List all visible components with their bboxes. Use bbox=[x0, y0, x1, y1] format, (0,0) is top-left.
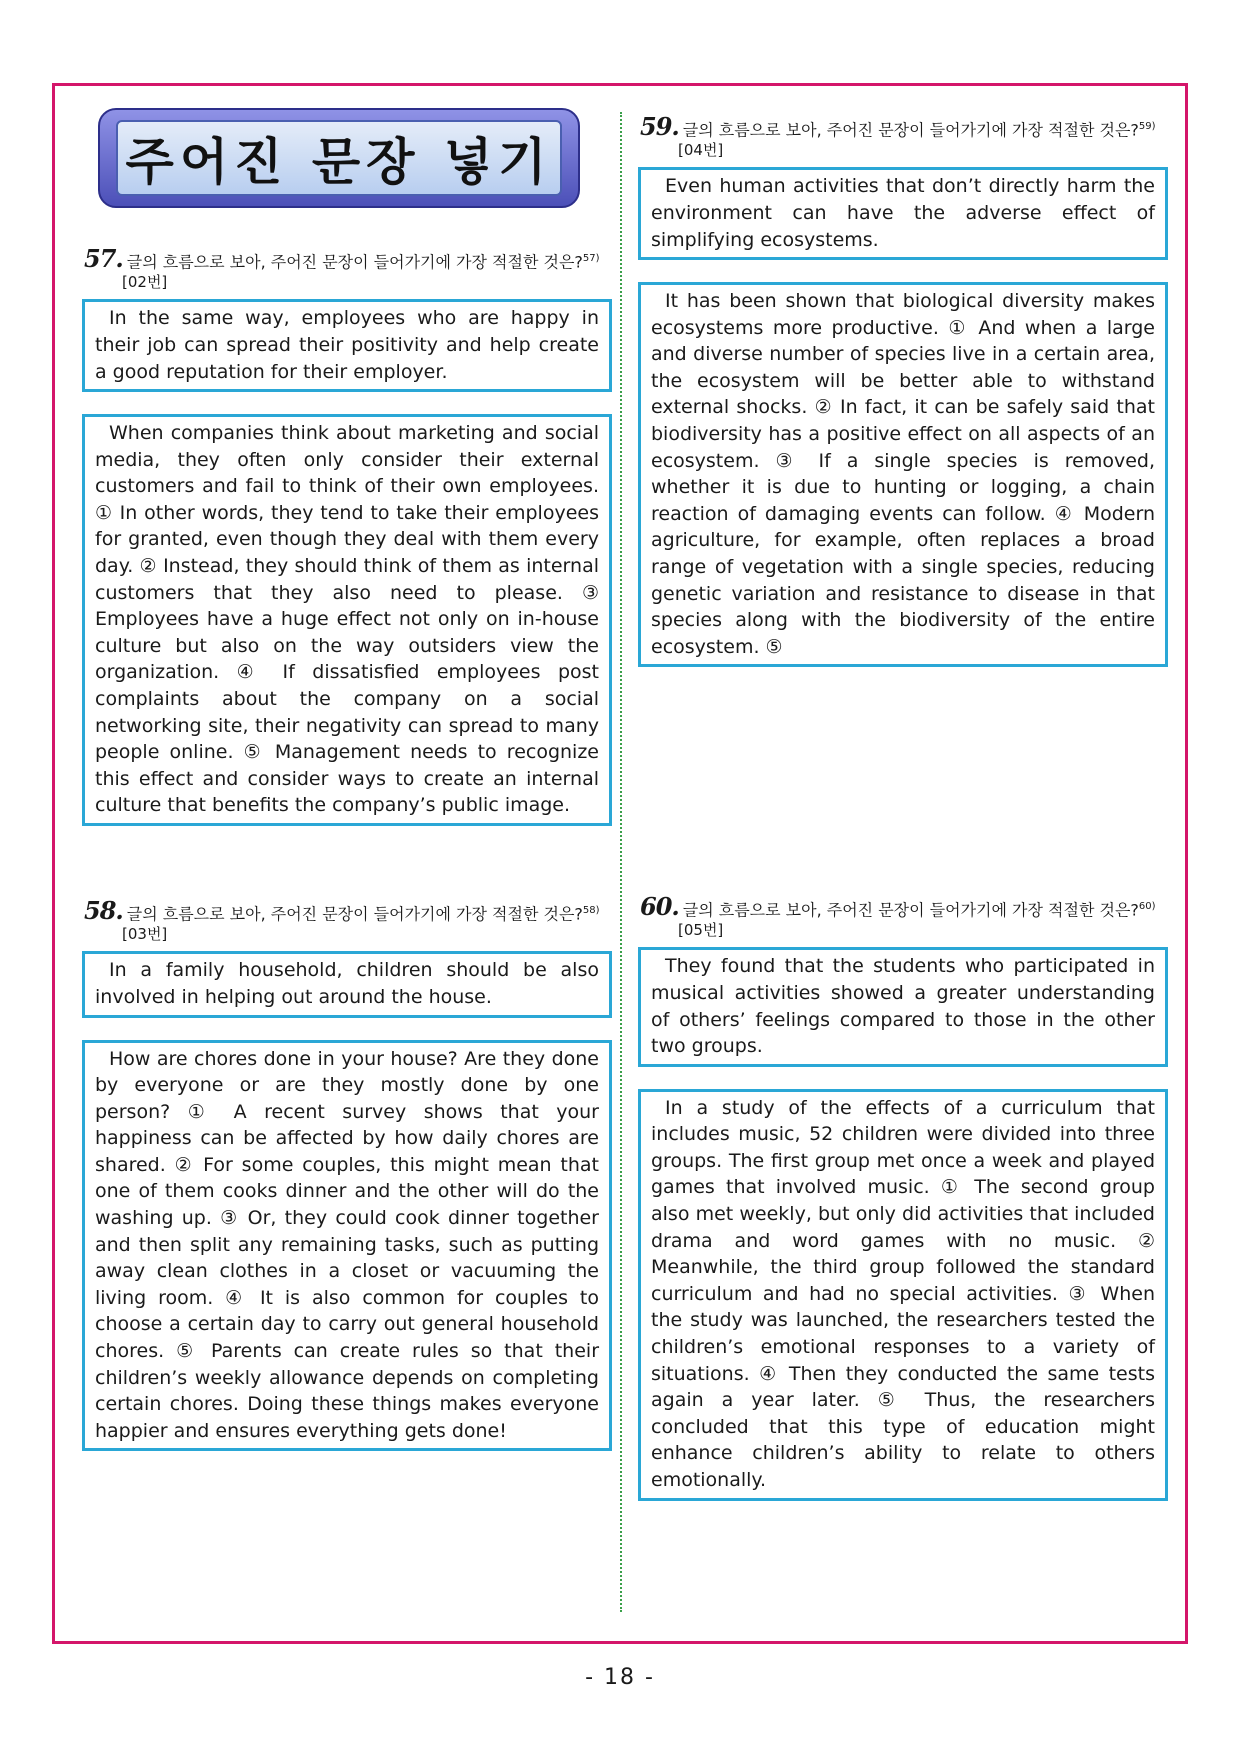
given-sentence-box: They found that the students who participated in musical activities showed a greater understanding of others’ feelings compared to those in the other two groups. bbox=[638, 947, 1168, 1066]
question-header bbox=[638, 892, 1168, 940]
footnote-mark: 59) bbox=[1138, 121, 1156, 132]
question-60 bbox=[638, 892, 1168, 1501]
section-title: 주어진 문장 넣기 bbox=[116, 120, 562, 196]
question-number: 60. bbox=[640, 892, 679, 922]
passage-box: In a study of the effects of a curriculum that includes music, 52 children were divided into three groups. The first group met once a week and played games that involved music. ① The second group also met weekly, but only did activities that included drama and word games with no music. ② Meanwhile, the third group followed the standard curriculum and had no special activities. ③ When the study was launched, the researchers tested the children’s emotional responses to a variety of situations. ④ Then they conducted the same tests again a year later. ⑤ Thus, the researchers concluded that this type of education might enhance children’s ability to relate to others emotionally. bbox=[638, 1089, 1168, 1501]
given-sentence-box: In the same way, employees who are happy in their job can spread their positivity and help create a good reputation for their employer. bbox=[82, 299, 612, 392]
given-sentence-box: Even human activities that don’t directly harm the environment can have the adverse effect of simplifying ecosystems. bbox=[638, 167, 1168, 260]
question-prompt: 글의 흐름으로 보아, 주어진 문장이 들어가기에 가장 적절한 것은? bbox=[682, 120, 1139, 140]
question-source: [03번] bbox=[122, 925, 168, 944]
question-header bbox=[638, 112, 1168, 160]
question-number: 58. bbox=[84, 896, 123, 926]
passage-box: When companies think about marketing and social media, they often only consider their external customers and fail to think of their own employees. ① In other words, they tend to take their employees for granted, even though they deal with them every day. ② Instead, they should think of them as internal customers that they also need to please. ③ Employees have a huge effect not only on in-house culture but also on the way outsiders view the organization. ④ If dissatisfied employees post complaints about the company on a social networking site, their negativity can spread to many people online. ⑤ Management needs to recognize this effect and consider ways to create an internal culture that benefits the company’s public image. bbox=[82, 414, 612, 826]
question-header bbox=[82, 244, 612, 292]
question-number: 59. bbox=[640, 112, 679, 142]
footnote-mark: 60) bbox=[1138, 901, 1156, 912]
column-divider bbox=[620, 112, 622, 1612]
page-number: - 18 - bbox=[585, 1665, 655, 1690]
question-prompt: 글의 흐름으로 보아, 주어진 문장이 들어가기에 가장 적절한 것은? bbox=[126, 904, 583, 924]
question-prompt: 글의 흐름으로 보아, 주어진 문장이 들어가기에 가장 적절한 것은? bbox=[126, 252, 583, 272]
question-source: [04번] bbox=[678, 141, 724, 160]
footnote-mark: 57) bbox=[582, 253, 600, 264]
question-57 bbox=[82, 244, 612, 826]
footnote-mark: 58) bbox=[582, 905, 600, 916]
question-number: 57. bbox=[84, 244, 123, 274]
question-59 bbox=[638, 112, 1168, 667]
given-sentence-box: In a family household, children should be also involved in helping out around the house. bbox=[82, 951, 612, 1017]
passage-box: It has been shown that biological diversity makes ecosystems more productive. ① And when a large and diverse number of species live in a certain area, the ecosystem will be better able to withstand external shocks. ② In fact, it can be safely said that biodiversity has a positive effect on all aspects of an ecosystem. ③ If a single species is removed, whether it is due to hunting or logging, a chain reaction of damaging events can follow. ④ Modern agriculture, for example, often replaces a broad range of vegetation with a single species, reducing genetic variation and resistance to disease in that species along with the biodiversity of the entire ecosystem. ⑤ bbox=[638, 282, 1168, 667]
question-header bbox=[82, 896, 612, 944]
passage-box: How are chores done in your house? Are they done by everyone or are they mostly done by one person? ① A recent survey shows that your happiness can be affected by how daily chores are shared. ② For some couples, this might mean that one of them cooks dinner and the other will do the washing up. ③ Or, they could cook dinner together and then split any remaining tasks, such as putting away clean clothes in a closet or vacuuming the living room. ④ It is also common for couples to choose a certain day to carry out general household chores. ⑤ Parents can create rules so that their children’s weekly allowance depends on completing certain chores. Doing these things makes everyone happier and ensures everything gets done! bbox=[82, 1040, 612, 1452]
question-source: [02번] bbox=[122, 273, 168, 292]
question-prompt: 글의 흐름으로 보아, 주어진 문장이 들어가기에 가장 적절한 것은? bbox=[682, 900, 1139, 920]
question-source: [05번] bbox=[678, 921, 724, 940]
question-58 bbox=[82, 896, 612, 1451]
